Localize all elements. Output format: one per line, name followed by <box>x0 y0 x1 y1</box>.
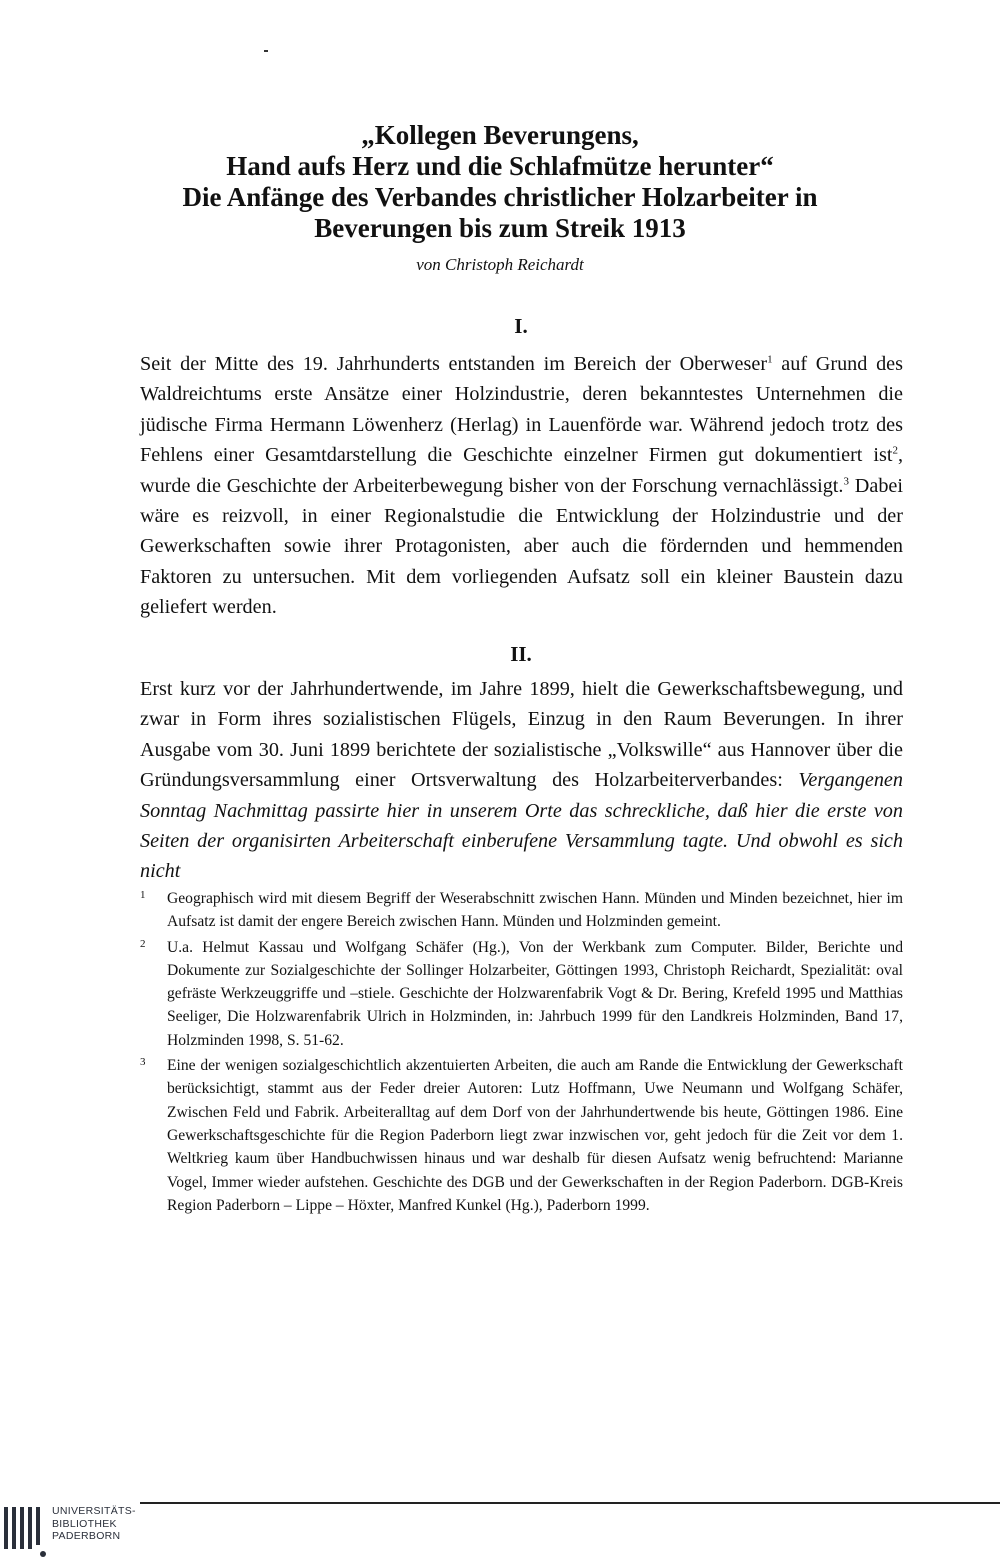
title-line-1: „Kollegen Beverungens, <box>361 120 639 150</box>
footnote-ref-1[interactable]: 1 <box>767 353 773 366</box>
logo-line-1: UNIVERSITÄTS- <box>52 1505 136 1517</box>
footnote-text: Eine der wenigen sozialgeschichtlich akzentuierten Arbeiten, die auch am Rande die Entwicklung der Gewerkschaft berücksichtigt, stammt aus der Feder dreier Autoren: Lutz Hoffmann, Uwe Neumann und Wolfgang Schäfer, Zwischen Feld und Fabrik. Arbeiteralltag auf dem Dorf von der Jahrhundertwende bis heute, Göttingen 1986. Eine Gewerkschaftsgeschichte für die Region Paderborn liegt zwar inzwischen vor, geht jedoch für die Zeit vor dem 1. Weltkrieg kaum über Handbuchwissen hinaus und war deshalb für diesen Aufsatz wenig befruchtend: Marianne Vogel, Immer wieder aufstehen. Geschichte des DGB und der Gewerkschaften in der Region Paderborn. DGB-Kreis Region Paderborn – Lippe – Höxter, Manfred Kunkel (Hg.), Paderborn 1999. <box>167 1057 903 1214</box>
section-number-2: II. <box>510 642 532 666</box>
paragraph-text: auf Grund des Waldreichtums erste Ansätze einer Holzindustrie, deren bekanntestes Unternehmen die jüdische Firma Hermann Löwenherz (Herlag) in Lauenförde war. Während jedoch trotz des Fehlens einer Gesamtdarstellung die Geschichte einzelner Firmen gut dokumentiert ist <box>140 353 903 467</box>
footnotes <box>140 887 903 1219</box>
section-number-1: I. <box>514 314 528 338</box>
footnote-2 <box>140 936 903 1052</box>
section-2-paragraph <box>140 674 903 887</box>
section-1-paragraph <box>140 349 903 623</box>
scan-mark <box>264 50 268 52</box>
logo-line-3: PADERBORN <box>52 1530 121 1542</box>
article-title <box>120 120 880 244</box>
footnote-text: Geographisch wird mit diesem Begriff der Weserabschnitt zwischen Hann. Münden und Minden bezeichnet, hier im Aufsatz ist damit der engere Bereich zwischen Hann. Münden und Holzminden gemeint. <box>167 890 903 931</box>
footnote-ref-3[interactable]: 3 <box>843 474 849 487</box>
logo-line-2: BIBLIOTHEK <box>52 1517 117 1530</box>
footnote-3 <box>140 1054 903 1217</box>
footnote-text: U.a. Helmut Kassau und Wolfgang Schäfer (Hg.), Von der Werkbank zum Computer. Bilder, Berichte und Dokumente zur Sozialgeschichte der Sollinger Holzarbeiter, Göttingen 1993, Christoph Reichardt, Spezialität: oval gefräste Werkzeuggriffe und –stiele. Geschichte der Holzwarenfabrik Vogt & Dr. Bering, Krefeld 1995 und Matthias Seeliger, Die Holzwarenfabrik Ulrich in Holzminden, in: Jahrbuch 1999 für den Landkreis Holzminden, Band 17, Holzminden 1998, S. 51-62. <box>167 938 903 1049</box>
title-line-4: Beverungen bis zum Streik 1913 <box>314 213 686 243</box>
library-logo[interactable] <box>0 1503 140 1554</box>
paragraph-text: , wurde die Geschichte der Arbeiterbewegung bisher von der Forschung vernachlässigt. <box>140 444 903 497</box>
title-line-2: Hand aufs Herz und die Schlafmütze herunter“ <box>226 151 774 181</box>
paragraph-text: Dabei wäre es reizvoll, in einer Regionalstudie die Entwicklung der Holzindustrie und der Gewerkschaften sowie ihrer Protagonisten, aber auch die fördernden und hemmenden Faktoren zu untersuchen. Mit dem vorliegenden Aufsatz soll ein kleiner Baustein dazu geliefert werden. <box>140 474 903 619</box>
footnote-number: 3 <box>140 1056 146 1069</box>
library-logo-icon <box>4 1507 48 1551</box>
author-byline: von Christoph Reichardt <box>416 255 584 274</box>
paragraph-text: Erst kurz vor der Jahrhundertwende, im Jahre 1899, hielt die Gewerkschaftsbewegung, und zwar in Form ihres sozialistischen Flügels, Einzug in den Raum Beverungen. In ihrer Ausgabe vom 30. Juni 1899 berichtete der sozialistische „Volkswille“ aus Hannover über die Gründungsversammlung einer Ortsverwaltung des Holzarbeiterverbandes: <box>140 678 903 792</box>
footnote-number: 2 <box>140 937 146 950</box>
footnote-ref-2[interactable]: 2 <box>892 444 898 457</box>
library-logo-text <box>52 1505 136 1543</box>
paragraph-text: Seit der Mitte des 19. Jahrhunderts entstanden im Bereich der Oberweser <box>140 353 768 375</box>
footnote-1 <box>140 887 903 934</box>
footnote-number: 1 <box>140 889 146 901</box>
title-line-3: Die Anfänge des Verbandes christlicher Holzarbeiter in <box>182 182 818 212</box>
page-footer-divider <box>140 1502 1000 1504</box>
quotation-text: Vergangenen Sonntag Nachmittag passirte hier in unserem Orte das schreckliche, daß hier die erste von Seiten der organisirten Arbeiterschaft einberufene Versammlung tagte. Und obwohl es sich nicht <box>140 769 903 883</box>
